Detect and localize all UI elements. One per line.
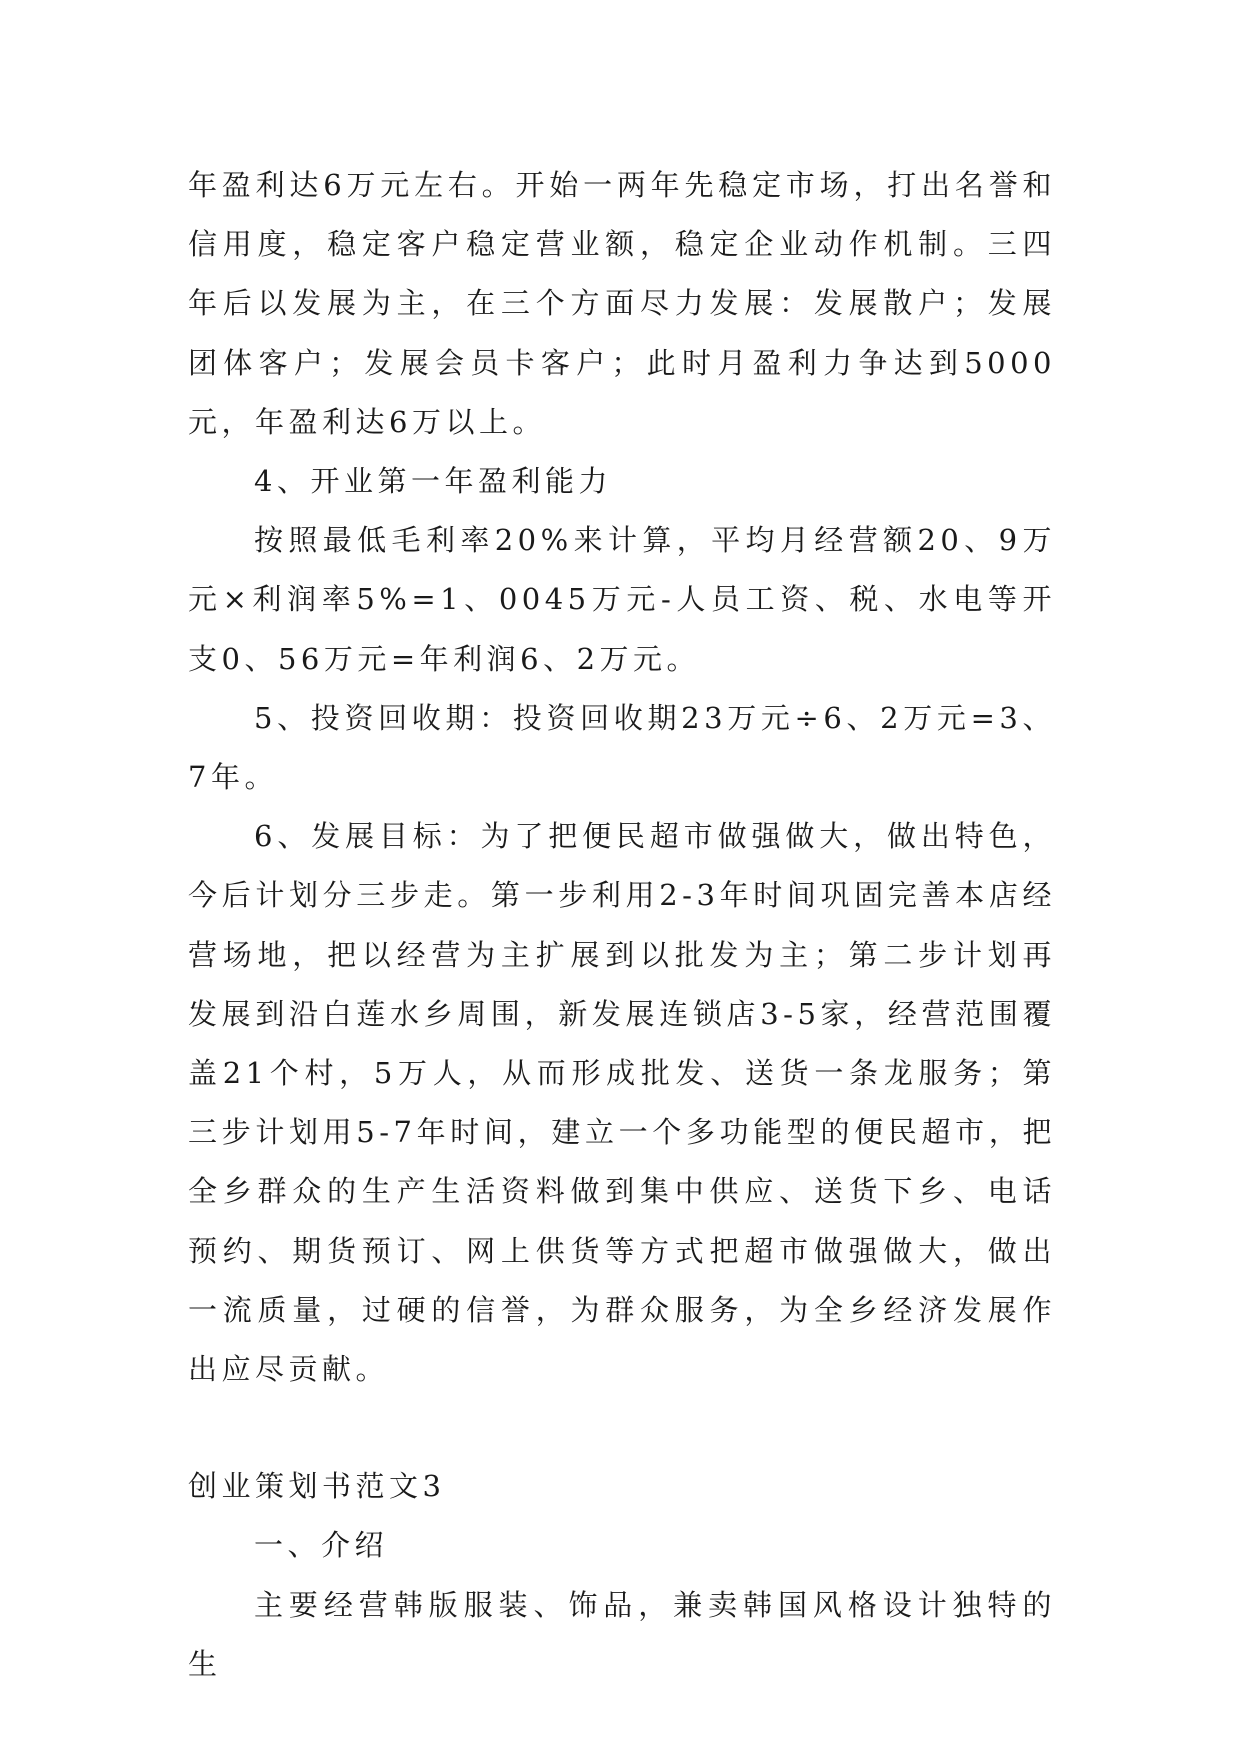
document-body <box>188 156 1056 1694</box>
paragraph-intro-heading: 一、介绍 <box>254 1528 389 1563</box>
paragraph-payback-period: 5、投资回收期：投资回收期23万元÷6、2万元=3、7年。 <box>188 700 1056 795</box>
paragraph-development-goals: 6、发展目标：为了把便民超市做强做大，做出特色，今后计划分三步走。第一步利用2-3年时间巩固完善本店经营场地，把以经营为主扩展到以批发为主；第二步计划再发展到沿白莲水乡周围，新发展连锁店3-5家，经营范围覆盖21个村，5万人，从而形成批发、送货一条龙服务；第三步计划用5-7年时间，建立一个多功能型的便民超市，把全乡群众的生产生活资料做到集中供应、送货下乡、电话预约、期货预订、网上供货等方式把超市做强做大，做出一流质量，过硬的信誉，为群众服务，为全乡经济发展作出应尽贡献。 <box>188 819 1056 1387</box>
paragraph-profit-plan: 年盈利达6万元左右。开始一两年先稳定市场，打出名誉和信用度，稳定客户稳定营业额，稳定企业动作机制。三四年后以发展为主，在三个方面尽力发展：发展散户；发展团体客户；发展会员卡客户；此时月盈利力争达到5000元，年盈利达6万以上。 <box>188 168 1056 439</box>
paragraph-first-year-heading: 4、开业第一年盈利能力 <box>254 464 612 499</box>
paragraph-intro-text: 主要经营韩版服装、饰品，兼卖韩国风格设计独特的生 <box>188 1587 1056 1681</box>
paragraph-profit-calculation: 按照最低毛利率20%来计算，平均月经营额20、9万元×利润率5%=1、0045万元-人员工资、税、水电等开支0、56万元=年利润6、2万元。 <box>188 523 1056 676</box>
section-title: 创业策划书范文3 <box>188 1469 446 1504</box>
